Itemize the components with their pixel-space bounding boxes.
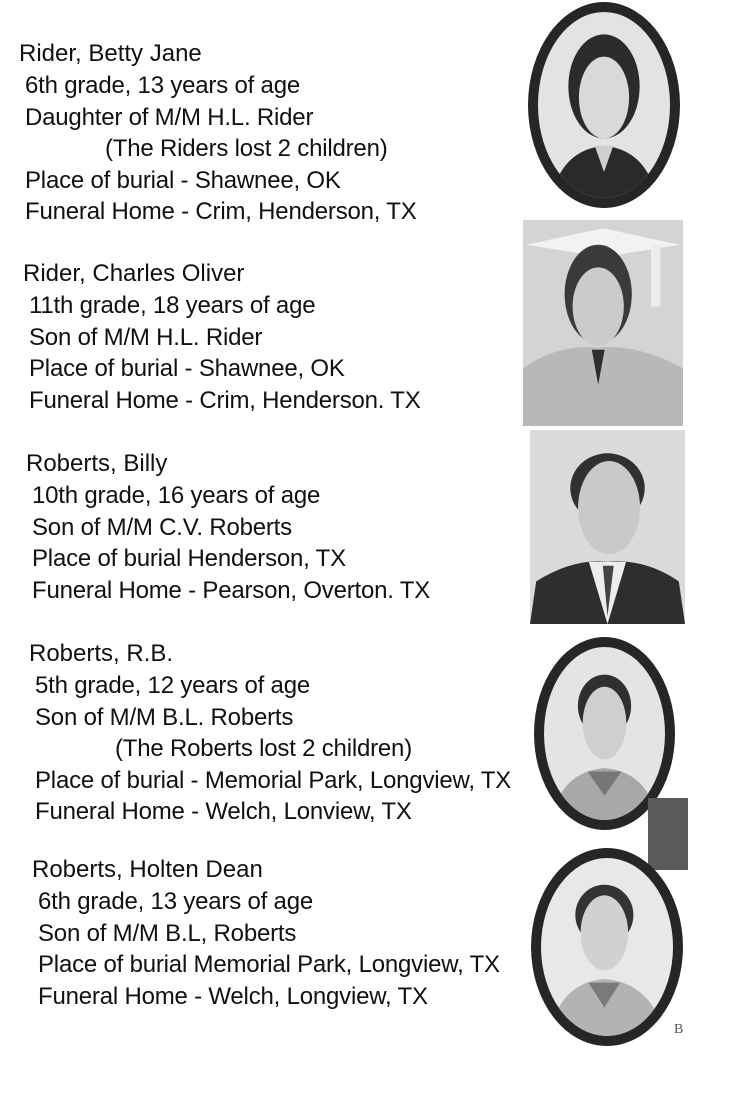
entry-parents: Son of M/M C.V. Roberts xyxy=(32,513,292,541)
entry-burial: Place of burial Memorial Park, Longview, TX xyxy=(38,951,500,978)
entry-name: Roberts, Holten Dean xyxy=(32,856,263,883)
entry-grade: 10th grade, 16 years of age xyxy=(32,482,321,509)
entry-parents: Daughter of M/M H.L. Rider xyxy=(25,103,314,131)
entry-funeral: Funeral Home - Pearson, Overton. TX xyxy=(32,576,431,604)
entry-name: Roberts, Billy xyxy=(26,450,168,477)
entry-name: Rider, Betty Jane xyxy=(19,40,202,67)
entry-funeral: Funeral Home - Welch, Lonview, TX xyxy=(35,798,412,825)
entry-name: Roberts, R.B. xyxy=(29,640,174,667)
entry-parents: Son of M/M B.L. Roberts xyxy=(35,703,294,731)
entry-rider-charles-oliver xyxy=(23,258,421,416)
entry-burial: Place of burial - Memorial Park, Longview, TX xyxy=(35,766,512,794)
entry-burial: Place of burial - Shawnee, OK xyxy=(29,355,345,382)
scan-artifact-block xyxy=(648,798,688,870)
portrait-photo-charles-oliver xyxy=(523,220,683,426)
entry-burial: Place of burial - Shawnee, OK xyxy=(25,166,341,194)
entry-rider-betty-jane xyxy=(19,38,417,228)
portrait-photo-billy xyxy=(530,430,685,624)
entry-roberts-holten-dean xyxy=(32,854,500,1012)
entry-parents: Son of M/M B.L, Roberts xyxy=(38,919,297,947)
entry-note: (The Roberts lost 2 children) xyxy=(115,735,412,762)
portrait-photo-betty-jane xyxy=(528,2,680,208)
entry-note: (The Riders lost 2 children) xyxy=(105,135,388,162)
page-mark: B xyxy=(674,1022,684,1037)
entry-burial: Place of burial Henderson, TX xyxy=(32,545,346,572)
entry-name: Rider, Charles Oliver xyxy=(23,260,245,287)
entry-roberts-rb xyxy=(29,638,511,828)
entry-funeral: Funeral Home - Crim, Henderson, TX xyxy=(25,198,417,225)
entry-funeral: Funeral Home - Welch, Longview, TX xyxy=(38,982,428,1010)
entry-grade: 5th grade, 12 years of age xyxy=(35,672,310,699)
entry-funeral: Funeral Home - Crim, Henderson. TX xyxy=(29,386,421,414)
portrait-photo-holten-dean xyxy=(531,848,683,1046)
entry-grade: 11th grade, 18 years of age xyxy=(29,292,316,319)
entry-grade: 6th grade, 13 years of age xyxy=(25,72,300,99)
entry-grade: 6th grade, 13 years of age xyxy=(38,888,313,915)
entry-roberts-billy xyxy=(26,448,430,606)
entry-parents: Son of M/M H.L. Rider xyxy=(29,323,263,351)
